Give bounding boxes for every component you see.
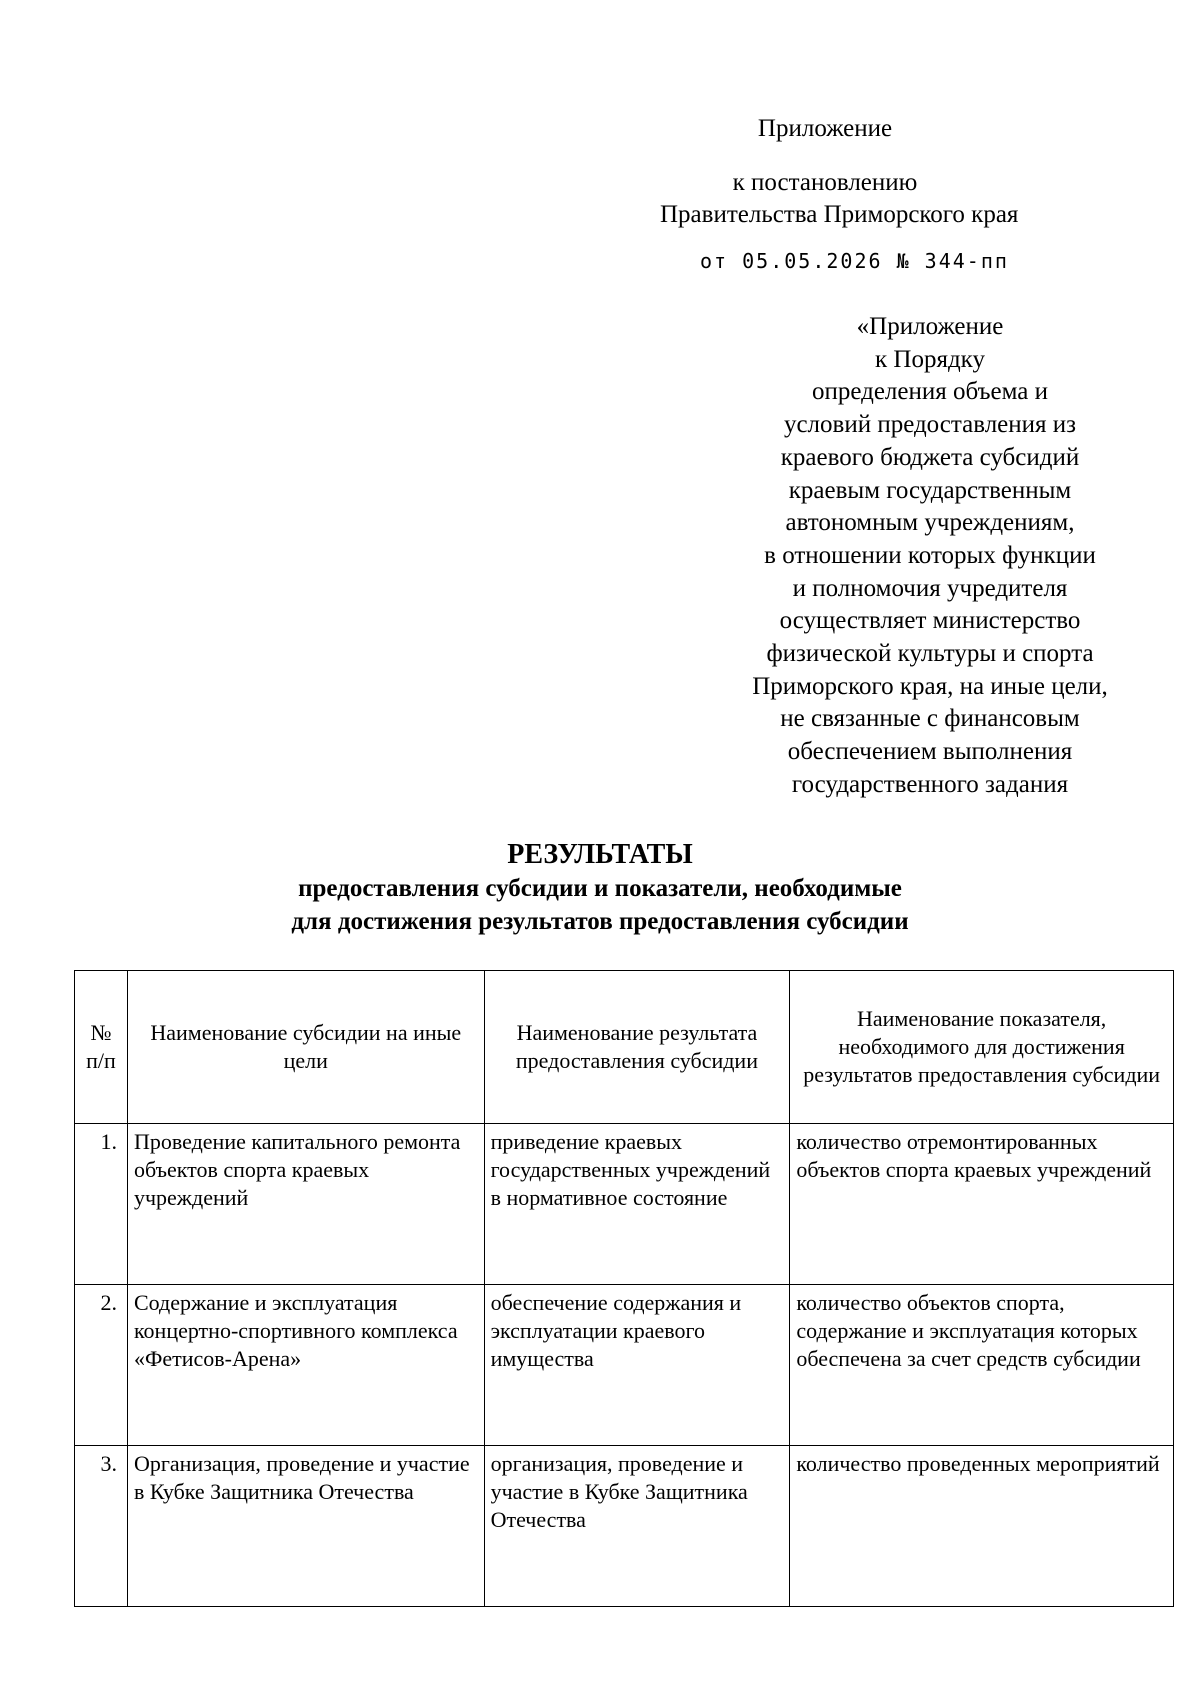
order-line: обеспечением выполнения bbox=[787, 738, 1073, 766]
row-subsidy: Организация, проведение и участие в Кубке Защитника Отечества bbox=[127, 1446, 484, 1607]
row-indicator: количество отремонтированных объектов спорта краевых учреждений bbox=[790, 1124, 1174, 1285]
order-line: условий предоставления из bbox=[783, 411, 1077, 439]
order-line: Приморского края, на иные цели, bbox=[752, 672, 1108, 700]
appendix-title: Приложение bbox=[757, 115, 893, 142]
order-line: краевого бюджета субсидий bbox=[780, 443, 1080, 471]
header-result: Наименование результата предоставления субсидии bbox=[484, 971, 790, 1124]
table-row bbox=[75, 1285, 1174, 1446]
header-number: № п/п bbox=[75, 971, 128, 1124]
row-number: 2. bbox=[75, 1285, 128, 1446]
order-line: в отношении которых функции bbox=[764, 541, 1096, 569]
appendix-line: Правительства Приморского края bbox=[660, 201, 1019, 228]
row-number: 1. bbox=[75, 1124, 128, 1285]
order-line: физической культуры и спорта bbox=[766, 640, 1094, 668]
header-subsidy: Наименование субсидии на иные цели bbox=[127, 971, 484, 1124]
resolution-stamp: от 05.05.2026 № 344-пп bbox=[700, 249, 1009, 273]
heading-subtitle: предоставления субсидии и показатели, необходимые bbox=[298, 875, 902, 902]
row-subsidy: Содержание и эксплуатация концертно-спортивного комплекса «Фетисов-Арена» bbox=[127, 1285, 484, 1446]
row-number: 3. bbox=[75, 1446, 128, 1607]
row-indicator: количество объектов спорта, содержание и эксплуатация которых обеспечена за счет средств субсидии bbox=[790, 1285, 1174, 1446]
order-line: государственного задания bbox=[791, 770, 1069, 798]
order-line: автономным учреждениям, bbox=[785, 509, 1075, 537]
row-subsidy: Проведение капитального ремонта объектов спорта краевых учреждений bbox=[127, 1124, 484, 1285]
appendix-line: к постановлению bbox=[732, 169, 918, 196]
order-line: и полномочия учредителя bbox=[792, 574, 1068, 602]
order-line: осуществляет министерство bbox=[779, 607, 1081, 635]
order-line: определения объема и bbox=[811, 378, 1049, 406]
row-indicator: количество проведенных мероприятий bbox=[790, 1446, 1174, 1607]
order-line: к Порядку bbox=[875, 345, 985, 373]
table-row bbox=[75, 1446, 1174, 1607]
table-header-row bbox=[75, 971, 1174, 1124]
heading-title: РЕЗУЛЬТАТЫ bbox=[507, 839, 693, 870]
row-result: организация, проведение и участие в Кубке Защитника Отечества bbox=[484, 1446, 790, 1607]
order-line: «Приложение bbox=[856, 313, 1004, 340]
document-heading bbox=[100, 838, 1100, 938]
order-appendix bbox=[720, 311, 1140, 802]
heading-subtitle: для достижения результатов предоставления субсидии bbox=[291, 908, 909, 935]
order-line: краевым государственным bbox=[788, 476, 1072, 504]
row-result: обеспечение содержания и эксплуатации краевого имущества bbox=[484, 1285, 790, 1446]
order-line: не связанные с финансовым bbox=[780, 705, 1080, 733]
header-indicator: Наименование показателя, необходимого для достижения результатов предоставления субсидии bbox=[790, 971, 1174, 1124]
table-row bbox=[75, 1124, 1174, 1285]
row-result: приведение краевых государственных учреждений в нормативное состояние bbox=[484, 1124, 790, 1285]
results-table bbox=[74, 970, 1174, 1607]
appendix-header bbox=[660, 113, 1019, 231]
